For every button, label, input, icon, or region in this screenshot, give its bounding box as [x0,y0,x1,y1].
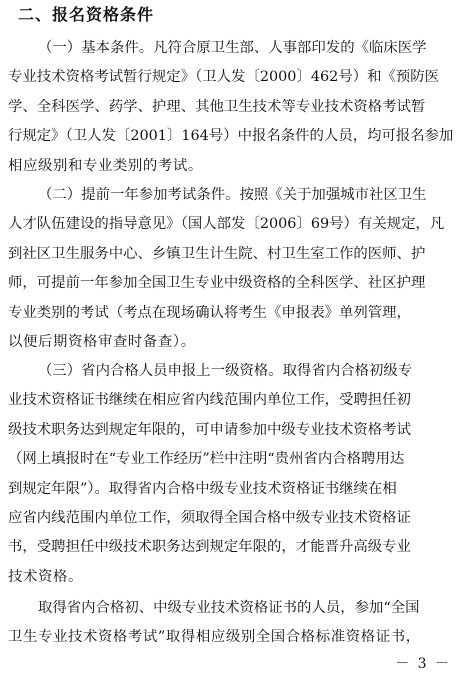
paragraph-line: 技术资格。 [8,568,83,585]
paragraph-line: 到规定年限”）。取得省内合格中级专业技术资格证书继续在相 [8,480,397,497]
paragraph-line: 学、全科医学、药学、护理、其他卫生技术等专业技术资格考试暂 [8,98,426,115]
paragraph-line: 以便后期资格审查时备查）。 [8,334,196,351]
section-heading: 二、报名资格条件 [18,5,155,24]
paragraph-line: 取得省内合格初、中级专业技术资格证书的人员，参加“全国 [38,600,420,616]
paragraph-national-certificate [8,594,453,653]
paragraph-line: 相应级别和专业类别的考试。 [8,157,203,174]
paragraph-line: 到社区卫生服务中心、乡镇卫生计生院、村卫生室工作的医师、护 [8,245,426,262]
paragraph-basic-conditions [8,34,453,181]
paragraph-line: 应省内线范围内单位工作，须取得全国合格中级专业技术资格证 [8,510,411,527]
paragraph-provincial-qualification [8,357,453,592]
paragraph-line: （网上填报时在“专业工作经历”栏中注明“贵州省内合格聘用达 [8,451,405,468]
paragraph-line: 卫生专业技术资格考试”取得相应级别全国合格标准资格证书， [8,629,421,646]
page-number: － 3 － [395,656,451,672]
paragraph-line: （一）基本条件。凡符合原卫生部、人事部印发的《临床医学 [38,40,427,56]
paragraph-line: 专业类别的考试（考点在现场确认将考生《申报表》单列管理， [8,304,411,321]
paragraph-line: 业技术资格证书继续在相应省内线范围内单位工作，受聘担任初 [8,392,411,409]
paragraph-line: （三）省内合格人员申报上一级资格。取得省内合格初级专 [38,363,413,379]
paragraph-line: 师，可提前一年参加全国卫生专业中级资格的全科医学、社区护理 [8,275,426,292]
paragraph-line: 级技术职务达到规定年限的，可申请参加中级专业技术资格考试 [8,421,411,438]
paragraph-line: 人才队伍建设的指导意见》（国人部发〔2006〕69号）有关规定，凡 [8,216,445,233]
paragraph-line: （二）提前一年参加考试条件。按照《关于加强城市社区卫生 [38,187,427,203]
paragraph-line: 书，受聘担任中级技术职务达到规定年限的，才能晋升高级专业 [8,539,411,556]
paragraph-line: 行规定》（卫人发〔2001〕164号）中报名条件的人员，均可报名参加 [8,128,453,145]
paragraph-line: 专业技术资格考试暂行规定》（卫人发〔2000〕462号）和《预防医 [8,69,440,86]
paragraph-early-exam-conditions [8,181,453,357]
